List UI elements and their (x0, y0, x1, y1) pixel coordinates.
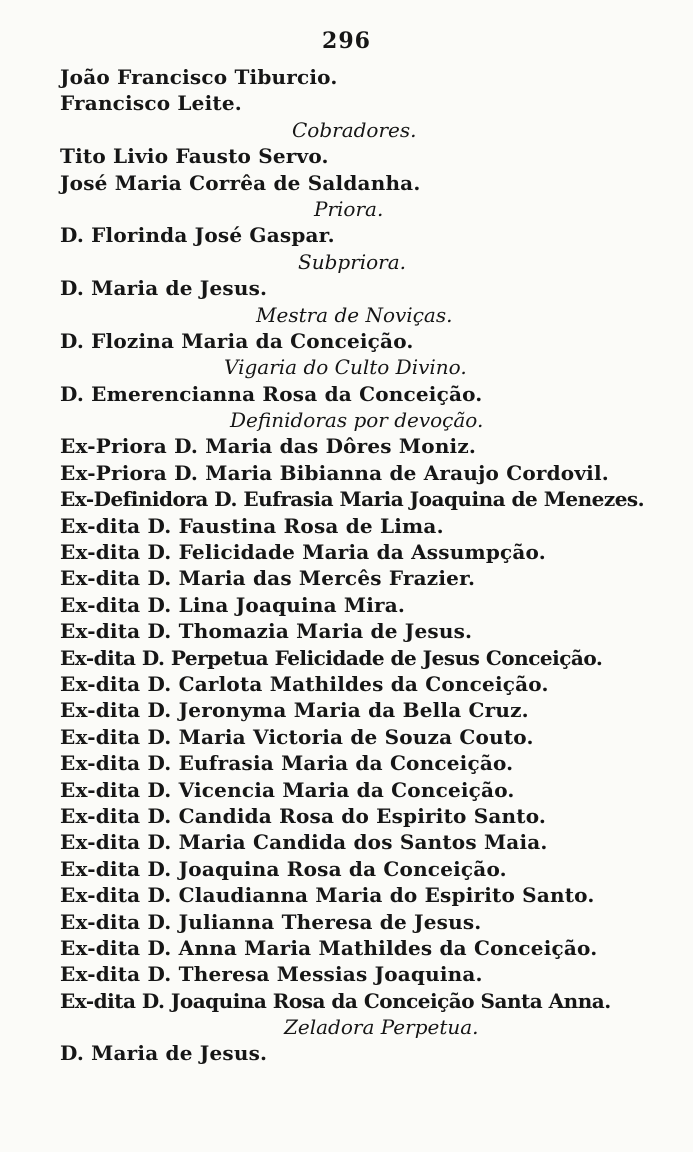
name-line: Francisco Leite. (60, 91, 242, 116)
name-line: Ex-dita D. Theresa Messias Joaquina. (60, 962, 483, 987)
name-line: Ex-Priora D. Maria das Dôres Moniz. (60, 434, 477, 459)
section-heading-zeladora: Zeladora Perpetua. (284, 1015, 479, 1040)
name-line: Ex-dita D. Candida Rosa do Espirito Santo. (60, 803, 547, 828)
section-heading-vigaria: Vigaria do Culto Divino. (224, 355, 467, 380)
section-heading-priora: Priora. (314, 196, 384, 221)
name-line: Ex-dita D. Lina Joaquina Mira. (60, 592, 406, 617)
name-line: Ex-dita D. Julianna Theresa de Jesus. (60, 909, 482, 934)
section-heading-mestra: Mestra de Noviças. (256, 302, 453, 327)
name-line: Tito Livio Fausto Servo. (60, 144, 329, 169)
name-line: José Maria Corrêa de Saldanha. (60, 170, 421, 195)
name-line: Ex-Definidora D. Eufrasia Maria Joaquina de Menezes. (60, 487, 645, 512)
name-line: Ex-dita D. Joaquina Rosa da Conceição. (60, 856, 507, 881)
name-line: Ex-dita D. Anna Maria Mathildes da Conceição. (60, 935, 598, 960)
name-line: Ex-dita D. Vicencia Maria da Conceição. (60, 777, 515, 802)
name-line: Ex-Priora D. Maria Bibianna de Araujo Cordovil. (60, 460, 609, 485)
name-line: D. Maria de Jesus. (60, 276, 268, 301)
name-line: Ex-dita D. Eufrasia Maria da Conceição. (60, 751, 514, 776)
section-heading-definidoras: Definidoras por devoção. (230, 408, 484, 433)
name-line: Ex-dita D. Perpetua Felicidade de Jesus Conceição. (60, 645, 603, 670)
name-line: D. Maria de Jesus. (60, 1041, 268, 1066)
name-line: Ex-dita D. Maria Victoria de Souza Couto. (60, 724, 534, 749)
name-line: Ex-dita D. Maria das Mercês Frazier. (60, 566, 476, 591)
name-line: D. Emerencianna Rosa da Conceição. (60, 381, 483, 406)
name-line: Ex-dita D. Maria Candida dos Santos Maia. (60, 830, 548, 855)
section-heading-subpriora: Subpriora. (298, 249, 407, 274)
member-list (60, 64, 660, 1067)
name-line: D. Florinda José Gaspar. (60, 223, 335, 248)
name-line: Ex-dita D. Claudianna Maria do Espirito Santo. (60, 883, 595, 908)
name-line: Ex-dita D. Carlota Mathildes da Conceição. (60, 671, 549, 696)
page-number: 296 (322, 28, 371, 54)
section-heading-cobradores: Cobradores. (292, 117, 417, 142)
name-line: Ex-dita D. Jeronyma Maria da Bella Cruz. (60, 698, 529, 723)
name-line: Ex-dita D. Faustina Rosa de Lima. (60, 513, 444, 538)
name-line: Ex-dita D. Thomazia Maria de Jesus. (60, 619, 473, 644)
name-line: João Francisco Tiburcio. (60, 65, 338, 89)
name-line: Ex-dita D. Joaquina Rosa da Conceição Santa Anna. (60, 988, 611, 1013)
name-line: Ex-dita D. Felicidade Maria da Assumpção. (60, 540, 546, 565)
name-line: D. Flozina Maria da Conceição. (60, 328, 414, 353)
